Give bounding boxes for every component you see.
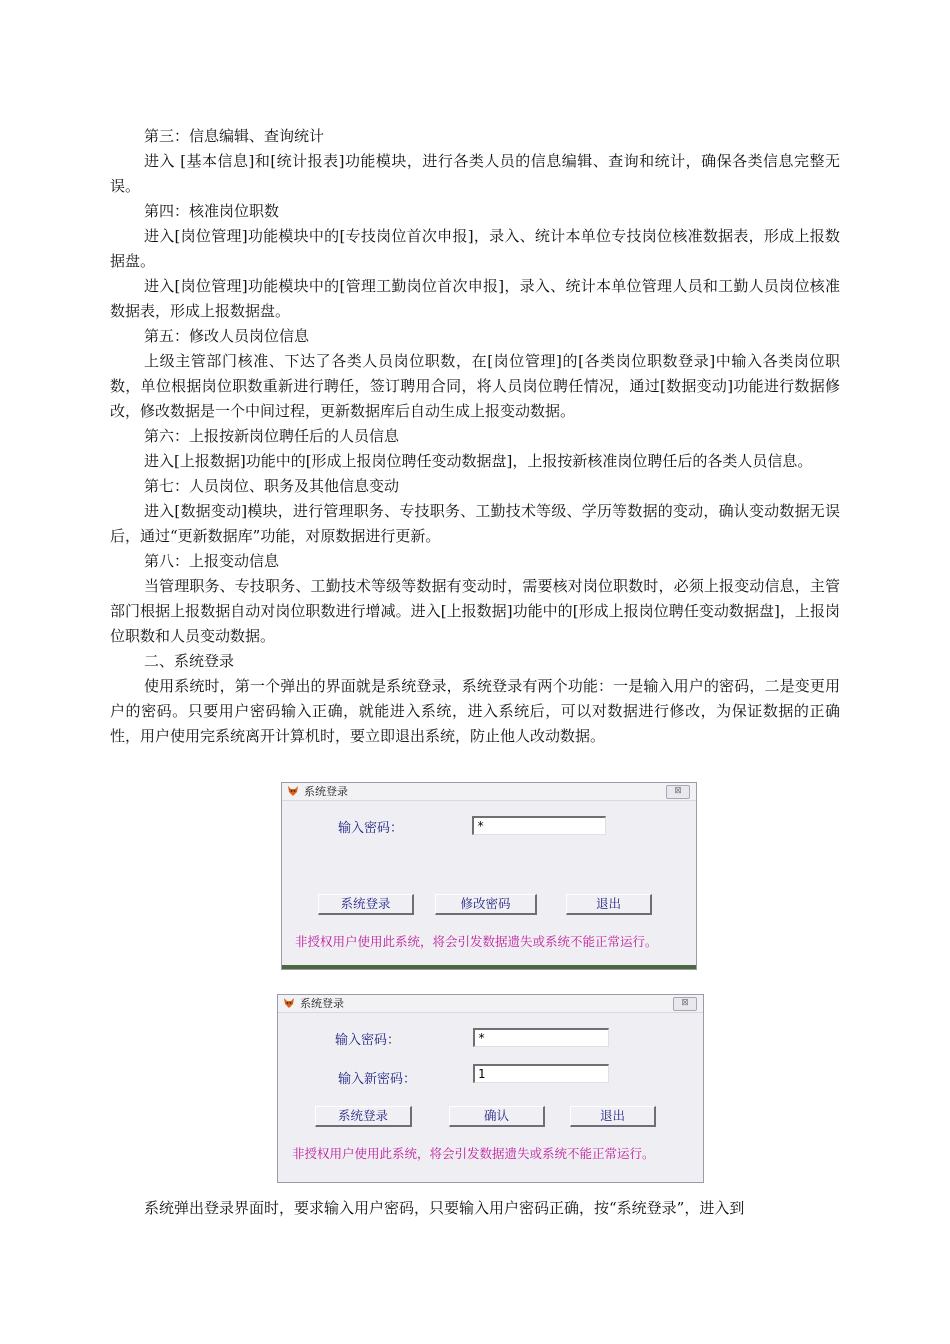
- dialog-titlebar[interactable]: [282, 783, 696, 801]
- heading-step6: 第六：上报按新岗位聘任后的人员信息: [144, 427, 400, 445]
- section-heading-login: 二、系统登录: [144, 652, 235, 670]
- fox-app-icon: [283, 997, 295, 1009]
- exit-button[interactable]: 退出: [570, 1106, 656, 1127]
- dialog-title: 系统登录: [304, 785, 348, 798]
- closing-paragraph: 系统弹出登录界面时，要求输入用户密码，只要输入用户密码正确，按“系统登录”，进入到: [144, 1199, 745, 1217]
- paragraph: 进入[岗位管理]功能模块中的[专技岗位首次申报]，录入、统计本单位专技岗位核准数据表，形成上报数据盘。: [110, 227, 840, 270]
- heading-step3: 第三：信息编辑、查询统计: [144, 127, 325, 145]
- heading-step5: 第五：修改人员岗位信息: [144, 327, 310, 345]
- password-label: 输入密码：: [335, 1033, 401, 1048]
- close-icon[interactable]: ⊠: [673, 997, 697, 1011]
- new-password-label: 输入新密码：: [338, 1072, 417, 1087]
- dialog-bottom-edge: [282, 965, 696, 969]
- paragraph: 进入[上报数据]功能中的[形成上报岗位聘任变动数据盘]，上报按新核准岗位聘任后的各类人员信息。: [144, 452, 813, 470]
- heading-step4: 第四：核准岗位职数: [144, 202, 280, 220]
- dialog-title: 系统登录: [300, 997, 344, 1010]
- password-input[interactable]: *: [472, 816, 606, 835]
- login-button[interactable]: 系统登录: [315, 1106, 412, 1127]
- password-input[interactable]: *: [473, 1028, 609, 1047]
- login-dialog: [281, 782, 697, 970]
- fox-app-icon: [287, 785, 299, 797]
- login-button[interactable]: 系统登录: [318, 894, 414, 915]
- paragraph: 使用系统时，第一个弹出的界面就是系统登录，系统登录有两个功能：一是输入用户的密码，二是变更用户的密码。只要用户密码输入正确，就能进入系统，进入系统后，可以对数据进行修改，为保证数据的正确性，用户使用完系统离开计算机时，要立即退出系统，防止他人改动数据。: [110, 677, 840, 745]
- unauthorized-warning: 非授权用户使用此系统，将会引发数据遗失或系统不能正常运行。: [295, 934, 658, 949]
- dialog-titlebar[interactable]: [278, 995, 703, 1013]
- paragraph: 进入 [基本信息]和[统计报表]功能模块，进行各类人员的信息编辑、查询和统计，确保各类信息完整无误。: [110, 152, 840, 195]
- change-password-dialog: [277, 994, 704, 1183]
- paragraph: 进入[岗位管理]功能模块中的[管理工勤岗位首次申报]，录入、统计本单位管理人员和工勤人员岗位核准数据表，形成上报数据盘。: [110, 277, 840, 320]
- document-body: [110, 124, 840, 749]
- exit-button[interactable]: 退出: [566, 894, 652, 915]
- password-label: 输入密码：: [338, 821, 404, 836]
- unauthorized-warning: 非授权用户使用此系统，将会引发数据遗失或系统不能正常运行。: [292, 1146, 655, 1161]
- paragraph: 当管理职务、专技职务、工勤技术等级等数据有变动时，需要核对岗位职数时，必须上报变动信息，主管部门根据上报数据自动对岗位职数进行增减。进入[上报数据]功能中的[形成上报岗位聘任变动数据盘]，上报岗位职数和人员变动数据。: [110, 577, 840, 645]
- paragraph: 进入[数据变动]模块，进行管理职务、专技职务、工勤技术等级、学历等数据的变动，确认变动数据无误后，通过“更新数据库”功能，对原数据进行更新。: [110, 502, 840, 545]
- heading-step8: 第八：上报变动信息: [144, 552, 280, 570]
- close-icon[interactable]: ⊠: [666, 785, 690, 799]
- new-password-input[interactable]: 1: [473, 1064, 609, 1083]
- paragraph: 上级主管部门核准、下达了各类人员岗位职数，在[岗位管理]的[各类岗位职数登录]中输入各类岗位职数，单位根据岗位职数重新进行聘任，签订聘用合同，将人员岗位聘任情况，通过[数据变动]功能进行数据修改，修改数据是一个中间过程，更新数据库后自动生成上报变动数据。: [110, 352, 840, 420]
- heading-step7: 第七：人员岗位、职务及其他信息变动: [144, 477, 400, 495]
- confirm-button[interactable]: 确认: [449, 1106, 545, 1127]
- change-password-button[interactable]: 修改密码: [435, 894, 537, 915]
